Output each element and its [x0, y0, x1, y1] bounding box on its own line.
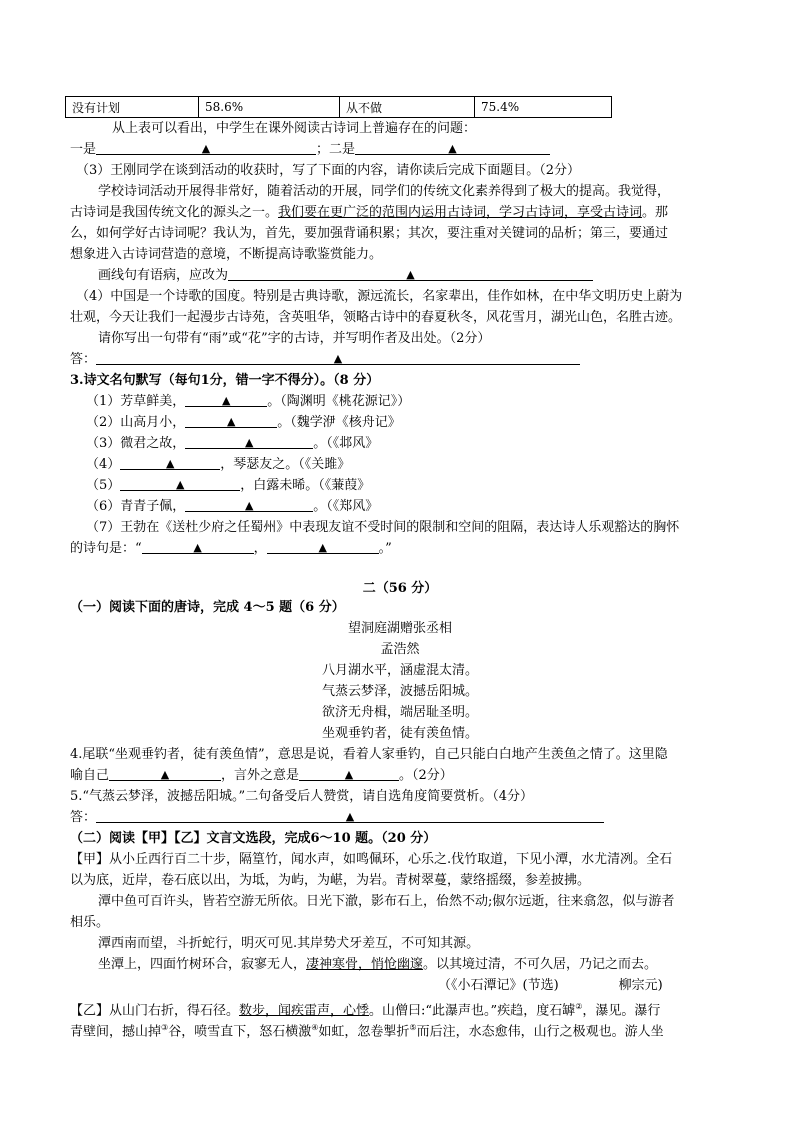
- q5: 5.“气蒸云梦泽，波撼岳阳城。”二句备受后人赞赏，请自选角度简要赏析。（4分）: [70, 789, 533, 804]
- q3-para: [70, 203, 730, 223]
- q3-para: 么，如何学好古诗词呢？我认为，首先，要加强背诵积累；其次，要注重对关键词的品析；第三，要通过: [70, 226, 669, 241]
- section3-title: 3.诗文名句默写（每句1分，错一字不得分）。（8 分）: [70, 373, 380, 388]
- recite-item: [86, 476, 746, 496]
- text: 答：: [70, 810, 97, 825]
- label: ；二是: [316, 142, 356, 157]
- text: 【乙】从山门右折，得石径。: [70, 1003, 240, 1019]
- text: 。”: [378, 541, 392, 556]
- triangle-marker: ▲: [345, 810, 355, 823]
- text: 答：: [70, 352, 97, 367]
- poem-line: 气蒸云梦泽，波撼岳阳城。: [321, 684, 478, 699]
- triangle-marker: ▲: [176, 478, 185, 491]
- poem-title: 望洞庭湖赠张丞相: [347, 621, 452, 636]
- part2-sub2: （二）阅读【甲】【乙】文言文选段，完成6～10 题。（20 分）: [70, 831, 437, 846]
- triangle-marker: ▲: [245, 436, 254, 449]
- poem-line: 欲济无舟楫，端居耻圣明。: [321, 705, 478, 720]
- text: 。（陶渊明《桃花源记》）: [267, 394, 411, 409]
- text: ，: [253, 541, 267, 556]
- recite-item: [70, 539, 730, 559]
- text: 。（《邶风》: [313, 436, 379, 451]
- q3-para: 想象进入古诗词营造的意境，不断提高诗歌鉴赏能力。: [70, 247, 383, 262]
- text: （1）芳草鲜美，: [86, 394, 186, 409]
- text: （4）: [86, 457, 121, 472]
- text: 。以其境过清，不可久居，乃记之而去。: [423, 957, 658, 972]
- table-cell: 75.4%: [475, 97, 612, 118]
- answer-blank[interactable]: [96, 350, 580, 365]
- classical-para: 潭中鱼可百许头，皆若空游无所依。日光下澈，影布石上，佁然不动;俶尔远逝，往来翕忽，似与游者: [98, 894, 675, 909]
- text: ，言外之意是: [221, 768, 300, 783]
- text: ，瀑见。瀑行: [582, 1003, 661, 1019]
- label: 一是: [70, 142, 97, 157]
- triangle-marker: ▲: [201, 142, 211, 155]
- triangle-marker: ▲: [333, 352, 343, 365]
- text: 青壁间，撼山掉: [70, 1024, 162, 1040]
- answer-blank[interactable]: [299, 766, 399, 781]
- classical-para: 潭西南而望，斗折蛇行，明灭可见.其岸势犬牙差互，不可知其源。: [98, 936, 480, 951]
- text: （3）微君之故，: [86, 436, 186, 451]
- triangle-marker: ▲: [318, 541, 327, 554]
- text: 柳宗元): [618, 978, 663, 993]
- footnote-marker: ③: [161, 1023, 169, 1032]
- text: 。（2分）: [399, 768, 453, 783]
- answer-blank[interactable]: [96, 808, 604, 823]
- triangle-marker: ▲: [193, 541, 202, 554]
- text: ，白露未晞。（《蒹葭》: [240, 478, 371, 493]
- answer-blank[interactable]: [185, 434, 313, 449]
- recite-item: [86, 497, 746, 517]
- poem-line: 八月湖水平，涵虚混太清。: [321, 663, 478, 678]
- classical-para: 相乐。: [70, 915, 110, 930]
- q2-intro: 从上表可以看出，中学生在课外阅读古诗词上普遍存在的问题：: [112, 121, 477, 136]
- text: （5）: [86, 478, 121, 493]
- text: 谷，喷雪直下，怒石横激: [168, 1024, 312, 1040]
- q3-ask: [98, 266, 758, 286]
- table-cell: 从不做: [340, 97, 475, 118]
- triangle-marker: ▲: [406, 268, 415, 281]
- underlined-sentence: 我们要在更广泛的范围内运用古诗词，学习古诗词，享受古诗词: [278, 205, 643, 220]
- answer-blank[interactable]: [185, 392, 267, 407]
- text: （2）山高月小，: [86, 415, 186, 430]
- answer-blank[interactable]: [142, 539, 254, 554]
- text: 的诗句是：“: [70, 541, 142, 556]
- classical-para: 以为底，近岸，卷石底以出，为坻，为屿，为嵁，为岩。青树翠蔓，蒙络摇缀，参差披拂。: [70, 873, 591, 888]
- part2-heading: 二（56 分）: [362, 581, 438, 596]
- text: 喻自己: [70, 768, 110, 783]
- text: 画线句有语病，应改为: [98, 268, 229, 283]
- text: （《小石潭记》(节选): [438, 978, 559, 993]
- footnote-marker: ④: [311, 1023, 319, 1032]
- classical-para: [70, 997, 730, 1017]
- text: 古诗词是我国传统文化的源头之一。: [70, 205, 279, 220]
- source-line: [438, 976, 738, 996]
- answer-blank[interactable]: [109, 766, 221, 781]
- triangle-marker: ▲: [166, 457, 175, 470]
- recite-item: [86, 413, 746, 433]
- q3-header: （3）王刚同学在谈到活动的收获时，写了下面的内容，请你读后完成下面题目。（2分）: [76, 163, 581, 178]
- answer-blank[interactable]: [355, 140, 550, 155]
- text: 坐潭上，四面竹树环合，寂寥无人，: [98, 957, 307, 972]
- answer-blank[interactable]: [120, 476, 240, 491]
- q2-blanks: [70, 140, 730, 160]
- answer-blank[interactable]: [185, 497, 313, 512]
- table-cell: 没有计划: [66, 97, 199, 118]
- text: 而后注，水态愈伟，山行之极观也。游人坐: [416, 1024, 664, 1040]
- text: （6）青青子佩，: [86, 499, 186, 514]
- classical-para: [98, 955, 758, 975]
- q4-ask: 请你写出一句带有“雨”或“花”字的古诗，并写明作者及出处。（2分）: [98, 331, 491, 346]
- poem-author: 孟浩然: [380, 642, 420, 657]
- triangle-marker: ▲: [245, 499, 254, 512]
- classical-para: 【甲】从小丘西行百二十步，隔篁竹，闻水声，如鸣佩环，心乐之.伐竹取道，下见小潭，水尤清冽。全石: [70, 852, 673, 867]
- survey-table: [65, 96, 612, 118]
- q5-answer: [70, 808, 730, 828]
- part2-sub1: （一）阅读下面的唐诗，完成 4～5 题（6 分）: [70, 600, 345, 615]
- answer-blank[interactable]: [228, 266, 593, 281]
- text: 如虹，忽卷掣折: [318, 1024, 410, 1040]
- recite-item: [86, 434, 746, 454]
- footnote-marker: ⑤: [409, 1023, 417, 1032]
- table-cell: 58.6%: [199, 97, 340, 118]
- text: 。山僧曰:“此瀑声也。”疾趋，度石罅: [369, 1003, 576, 1019]
- q3-para: 学校诗词活动开展得非常好，随着活动的开展，同学们的传统文化素养得到了极大的提高。我觉得，: [98, 184, 671, 199]
- answer-blank[interactable]: [267, 539, 379, 554]
- text: 。（《郑风》: [313, 499, 379, 514]
- triangle-marker: ▲: [448, 142, 457, 155]
- triangle-marker: ▲: [160, 768, 170, 781]
- q4-poem: 4.尾联“坐观垂钓者，徒有羡鱼情”，意思是说，看着人家垂钓，自己只能白白地产生羡鱼之情了。这里隐: [70, 747, 668, 762]
- answer-blank[interactable]: [96, 140, 316, 155]
- recite-item: [86, 392, 746, 412]
- recite-item: [86, 455, 746, 475]
- q4-para: 壮观，今天让我们一起漫步古诗苑，含英咀华，领略古诗中的春夏秋冬，风花雪月，湖光山色，名胜古迹。: [70, 310, 682, 325]
- underlined-sentence: 凄神寒骨，悄怆幽邃: [306, 957, 424, 972]
- underlined-sentence: 数步，闻疾雷声，心悸: [239, 1003, 370, 1019]
- classical-para: [70, 1018, 730, 1038]
- footnote-marker: ②: [575, 1002, 583, 1011]
- q4-answer: [70, 350, 730, 370]
- answer-blank[interactable]: [185, 413, 277, 428]
- q4-para: （4）中国是一个诗歌的国度。特别是古典诗歌，源远流长，名家辈出，佳作如林，在中华文明历史上蔚为: [76, 289, 683, 304]
- triangle-marker: ▲: [344, 768, 354, 781]
- poem-line: 坐观垂钓者，徒有羡鱼情。: [321, 726, 478, 741]
- q4-poem: [70, 766, 730, 786]
- answer-blank[interactable]: [120, 455, 220, 470]
- text: ，琴瑟友之。（《关雎》: [220, 457, 351, 472]
- triangle-marker: ▲: [222, 394, 231, 407]
- text: 。那: [642, 205, 669, 220]
- table-row: [66, 97, 612, 118]
- recite-item: （7）王勃在《送杜少府之任蜀州》中表现友谊不受时间的限制和空间的阻隔，表达诗人乐观豁达的胸怀: [86, 520, 680, 535]
- text: 。（魏学洢《核舟记》: [277, 415, 401, 430]
- triangle-marker: ▲: [227, 415, 236, 428]
